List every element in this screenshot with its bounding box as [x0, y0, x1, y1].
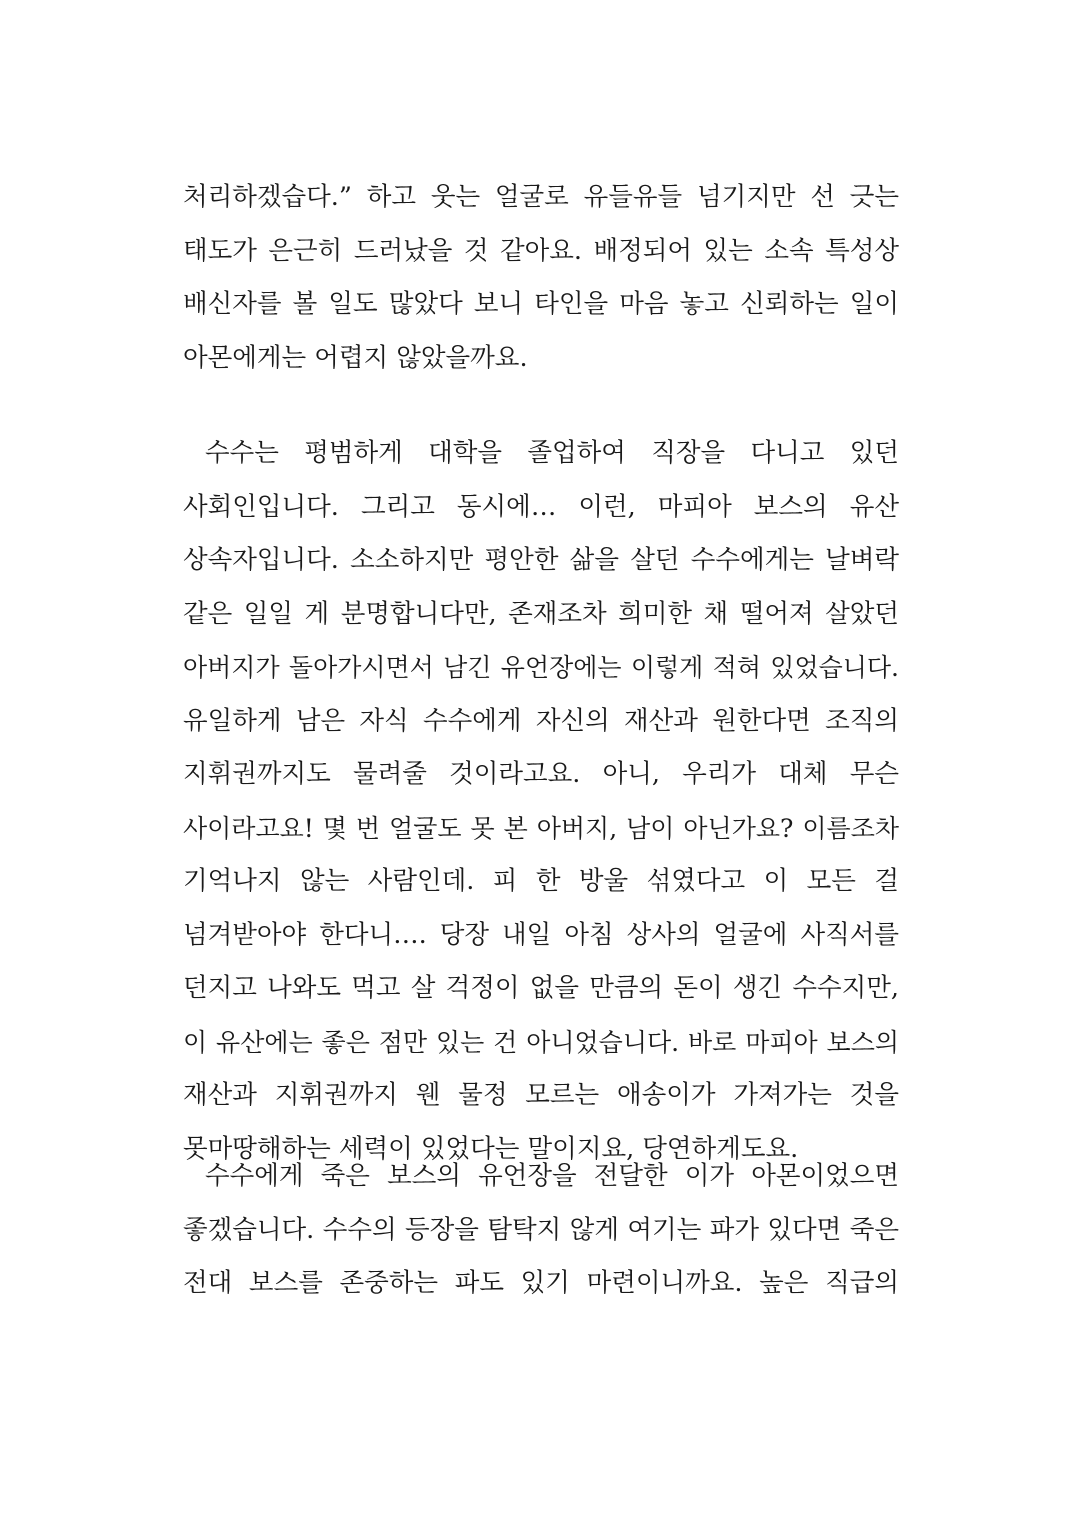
text-line: 좋겠습니다. 수수의 등장을 탐탁지 않게 여기는 파가 있다면 죽은 [183, 1214, 899, 1245]
text-line: 사회인입니다. 그리고 동시에… 이런, 마피아 보스의 유산 [183, 491, 899, 522]
text-line: 유일하게 남은 자식 수수에게 자신의 재산과 원한다면 조직의 [183, 705, 899, 736]
text-line: 아버지가 돌아가시면서 남긴 유언장에는 이렇게 적혀 있었습니다. [183, 653, 899, 682]
text-line: 처리하겠습다.” 하고 웃는 얼굴로 유들유들 넘기지만 선 긋는 [183, 182, 899, 212]
text-line: 사이라고요! 몇 번 얼굴도 못 본 아버지, 남이 아닌가요? 이름조차 [183, 813, 899, 843]
paragraph-1 [183, 171, 899, 385]
text-line: 배신자를 볼 일도 많았다 보니 타인을 마음 놓고 신뢰하는 일이 [183, 289, 899, 319]
text-line: 전대 보스를 존중하는 파도 있기 마련이니까요. 높은 직급의 [183, 1268, 899, 1298]
text-line: 이 유산에는 좋은 점만 있는 건 아니었습니다. 바로 마피아 보스의 [183, 1027, 899, 1057]
text-line: 같은 일일 게 분명합니다만, 존재조차 희미한 채 떨어져 살았던 [183, 598, 899, 629]
paragraph-2 [183, 427, 899, 1176]
text-line: 수수에게 죽은 보스의 유언장을 전달한 이가 아몬이었으면 [205, 1161, 899, 1191]
text-line: 재산과 지휘권까지 웬 물정 모르는 애송이가 가져가는 것을 [183, 1080, 899, 1110]
text-line: 태도가 은근히 드러났을 것 같아요. 배정되어 있는 소속 특성상 [183, 235, 899, 266]
text-line: 지휘권까지도 물려줄 것이라고요. 아니, 우리가 대체 무슨 [183, 759, 899, 789]
text-line: 수수는 평범하게 대학을 졸업하여 직장을 다니고 있던 [205, 438, 899, 468]
text-line: 아몬에게는 어렵지 않았을까요. [183, 342, 528, 373]
text-line: 넘겨받아야 한다니…. 당장 내일 아침 상사의 얼굴에 사직서를 [183, 919, 899, 950]
text-line: 던지고 나와도 먹고 살 걱정이 없을 만큼의 돈이 생긴 수수지만, [183, 973, 899, 1003]
text-line: 기억나지 않는 사람인데. 피 한 방울 섞였다고 이 모든 걸 [183, 866, 900, 896]
paragraph-3 [183, 1150, 899, 1311]
text-line: 못마땅해하는 세력이 있었다는 말이지요, 당연하게도요. [183, 1133, 799, 1164]
text-line: 상속자입니다. 소소하지만 평안한 삶을 살던 수수에게는 날벼락 [183, 545, 899, 575]
